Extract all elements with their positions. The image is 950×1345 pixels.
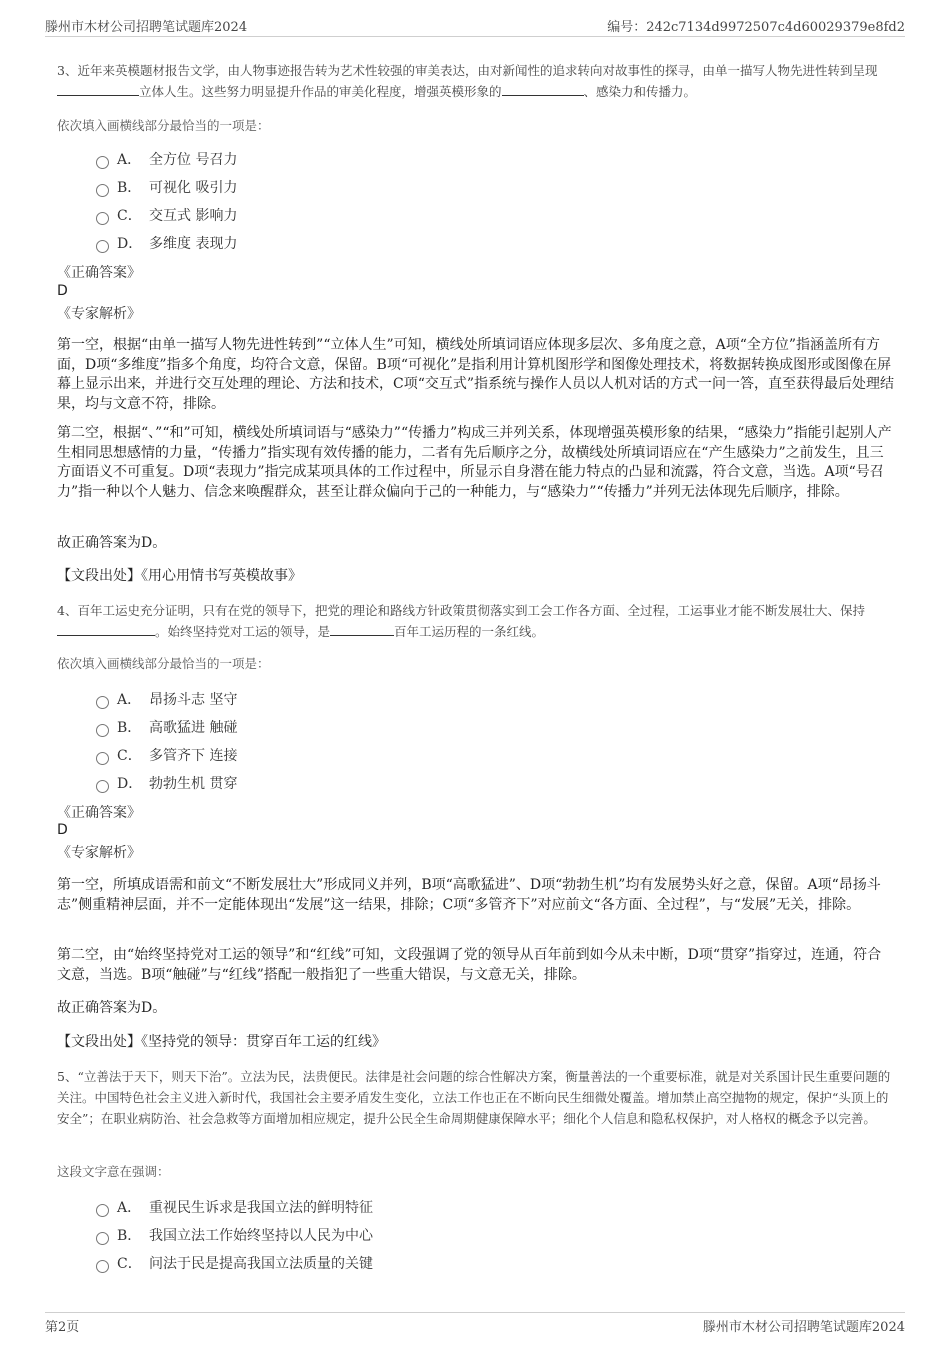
radio-icon[interactable]	[96, 184, 109, 197]
analysis-paragraph: 第一空，所填成语需和前文“不断发展壮大”形成同义并列，B项“高歌猛进”、D项“勃勃生机”均有发展势头好之意，保留。A项“昂扬斗志”侧重精神层面，并不一定能体现出“发展”这一结果，排除；C项“多管齐下”对应前文“各方面、全过程”，与“发展”无关，排除。	[57, 877, 881, 913]
analysis-label: 《专家解析》	[57, 306, 141, 322]
radio-icon[interactable]	[96, 1260, 109, 1273]
conclusion: 故正确答案为D。	[57, 535, 167, 551]
analysis-paragraph: 第二空，根据“、”“和”可知，横线处所填词语与“感染力”“传播力”构成三并列关系，体现增强英模形象的结果，“感染力”指能引起别人产生相同思想感情的力量，“传播力”指实现有效传播的能力，二者有先后顺序之分，故横线处所填词语应在“产生感染力”之前发生，且三方面语义不可重复。D项“表现力”指完成某项具体的工作过程中，所显示自身潜在能力特点的凸显和流露，符合文意，当选。A项“号召力”指一种以个人魅力、信念来唤醒群众，甚至让群众偏向于己的一种能力，与“感染力”“传播力”并列无法体现先后顺序，排除。	[57, 425, 892, 500]
option-a[interactable]: A． 重视民生诉求是我国立法的鲜明特征	[96, 1193, 373, 1221]
blank-line	[57, 621, 155, 636]
radio-icon[interactable]	[96, 240, 109, 253]
option-a[interactable]: A． 全方位 号召力	[96, 145, 237, 173]
blank-line	[330, 621, 394, 636]
radio-icon[interactable]	[96, 696, 109, 709]
page-number: 第2页	[45, 1320, 80, 1335]
header-doc-id: 编号：242c7134d9972507c4d60029379e8fd2	[607, 20, 905, 35]
analysis-paragraph: 第二空，由“始终坚持党对工运的领导”和“红线”可知，文段强调了党的领导从百年前到如今从未中断，D项“贯穿”指穿过，连通，符合文意，当选。B项“触碰”与“红线”搭配一般指犯了一些重大错误，与文意无关，排除。	[57, 947, 882, 983]
header-title: 滕州市木材公司招聘笔试题库2024	[45, 20, 248, 35]
answer-label: 《正确答案》	[57, 805, 141, 821]
radio-icon[interactable]	[96, 780, 109, 793]
radio-icon[interactable]	[96, 1204, 109, 1217]
option-c[interactable]: C． 交互式 影响力	[96, 201, 237, 229]
answer-label: 《正确答案》	[57, 265, 141, 281]
blank-line	[57, 81, 139, 96]
source-citation: 【文段出处】《坚持党的领导：贯穿百年工运的红线》	[57, 1034, 386, 1050]
question-5-options	[96, 1193, 373, 1277]
option-d[interactable]: D． 多维度 表现力	[96, 229, 237, 257]
radio-icon[interactable]	[96, 212, 109, 225]
option-c[interactable]: C． 多管齐下 连接	[96, 741, 237, 769]
question-4-stem: 4、百年工运史充分证明，只有在党的领导下，把党的理论和路线方针政策贯彻落实到工会工作各方面、全过程，工运事业才能不断发展壮大、保持。始终坚持党对工运的领导，是 百年工运历程的一条红线。	[57, 603, 865, 639]
question-5-prompt: 这段文字意在强调：	[57, 1164, 170, 1179]
analysis-label: 《专家解析》	[57, 845, 141, 861]
question-4-prompt: 依次填入画横线部分最恰当的一项是：	[57, 656, 270, 671]
page-header	[45, 14, 905, 37]
option-b[interactable]: B． 高歌猛进 触碰	[96, 713, 237, 741]
question-3-prompt: 依次填入画横线部分最恰当的一项是：	[57, 118, 270, 133]
question-3-stem: 3、近年来英模题材报告文学，由人物事迹报告转为艺术性较强的审美表达，由对新闻性的追求转向对故事性的探寻，由单一描写人物先进性转到呈现立体人生。这些努力明显提升作品的审美化程度，增强英模形象的 、感染力和传播力。	[57, 63, 878, 99]
radio-icon[interactable]	[96, 724, 109, 737]
radio-icon[interactable]	[96, 752, 109, 765]
question-5-stem: 5、“立善法于天下，则天下治”。立法为民，法贵便民。法律是社会问题的综合性解决方案，衡量善法的一个重要标准，就是对关系国计民生重要问题的关注。中国特色社会主义进入新时代，我国社会主要矛盾发生变化，立法工作也正在不断向民生细微处覆盖。增加禁止高空抛物的规定，保护“头顶上的安全”；在职业病防治、社会急救等方面增加相应规定，提升公民全生命周期健康保障水平；细化个人信息和隐私权保护，对人格权的概念予以完善。	[57, 1069, 891, 1126]
option-b[interactable]: B． 我国立法工作始终坚持以人民为中心	[96, 1221, 373, 1249]
radio-icon[interactable]	[96, 1232, 109, 1245]
radio-icon[interactable]	[96, 156, 109, 169]
page-footer	[45, 1312, 905, 1335]
answer-value: D	[57, 283, 68, 299]
option-b[interactable]: B． 可视化 吸引力	[96, 173, 237, 201]
question-4-options	[96, 685, 237, 797]
question-3-options	[96, 145, 237, 257]
option-a[interactable]: A． 昂扬斗志 坚守	[96, 685, 237, 713]
option-d[interactable]: D． 勃勃生机 贯穿	[96, 769, 237, 797]
blank-line	[502, 81, 584, 96]
analysis-paragraph: 第一空，根据“由单一描写人物先进性转到”“立体人生”可知，横线处所填词语应体现多层次、多角度之意，A项“全方位”指涵盖所有方面，D项“多维度”指多个角度，均符合文意，保留。B项“可视化”是指利用计算机图形学和图像处理技术，将数据转换成图形或图像在屏幕上显示出来，并进行交互处理的理论、方法和技术，C项“交互式”指系统与操作人员以人机对话的方式一问一答，直至获得最后处理结果，均与文意不符，排除。	[57, 337, 895, 412]
option-c[interactable]: C． 问法于民是提高我国立法质量的关键	[96, 1249, 373, 1277]
answer-value: D	[57, 822, 68, 838]
conclusion: 故正确答案为D。	[57, 1000, 167, 1016]
footer-title: 滕州市木材公司招聘笔试题库2024	[702, 1320, 905, 1335]
source-citation: 【文段出处】《用心用情书写英模故事》	[57, 568, 302, 584]
